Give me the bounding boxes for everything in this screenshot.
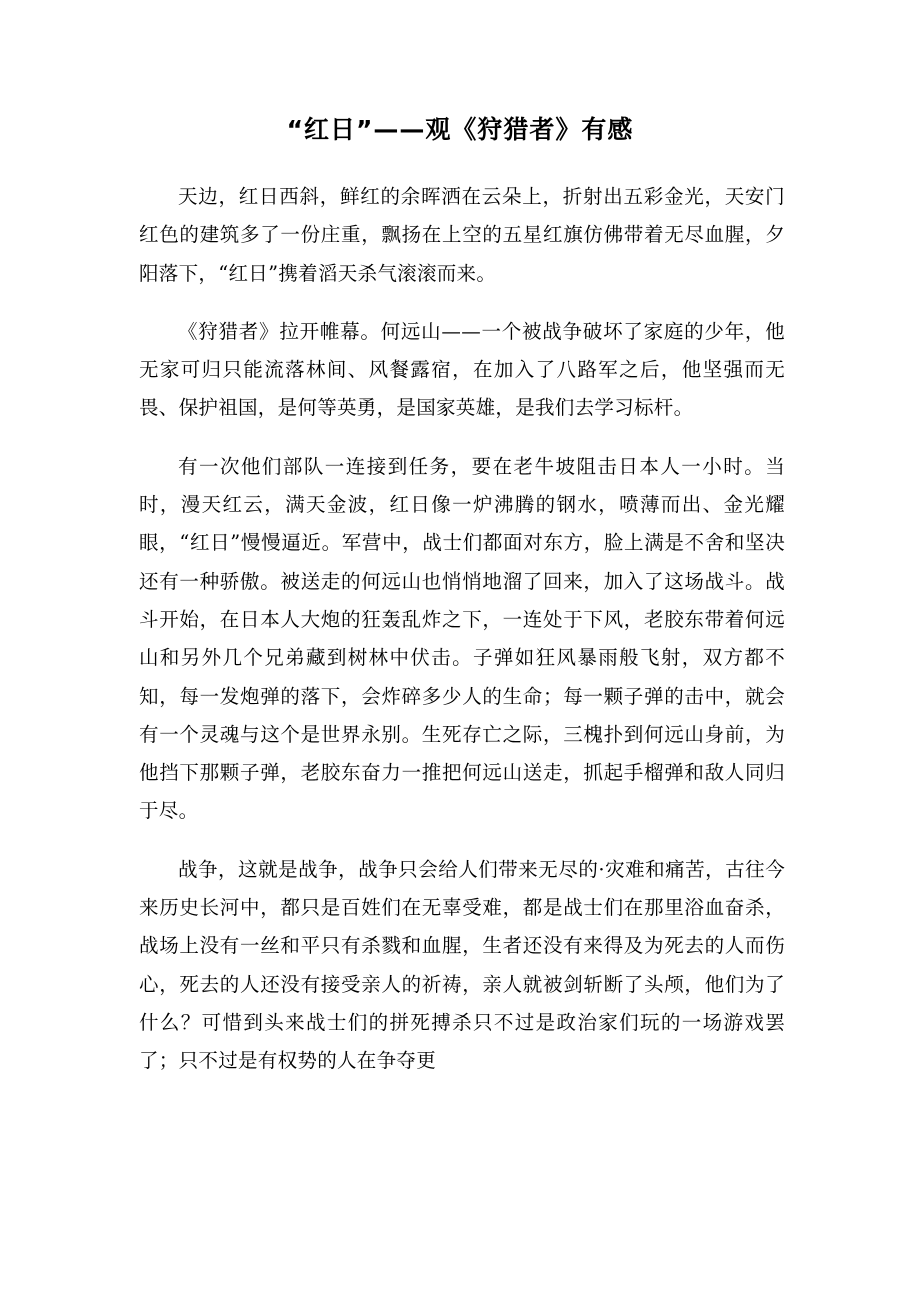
document-title: “红日”——观《狩猎者》有感 [286,115,634,144]
paragraph-3: 有一次他们部队一连接到任务，要在老牛坡阻击日本人一小时。当时，漫天红云，满天金波，红日像一炉沸腾的钢水，喷薄而出、金光耀眼，“红日”慢慢逼近。军营中，战士们都面对东方，脸上满是不舍和坚决还有一种骄傲。被送走的何远山也悄悄地溜了回来，加入了这场战斗。战斗开始，在日本人大炮的狂轰乱炸之下，一连处于下风，老胶东带着何远山和另外几个兄弟藏到树林中伏击。子弹如狂风暴雨般飞射，双方都不知，每一发炮弹的落下，会炸碎多少人的生命；每一颗子弹的击中，就会有一个灵魂与这个是世界永别。生死存亡之际，三槐扑到何远山身前，为他挡下那颗子弹，老胶东奋力一推把何远山送走，抓起手榴弹和敌人同归于尽。 [139,454,785,823]
paragraph-2: 《狩猎者》拉开帷幕。何远山——一个被战争破坏了家庭的少年，他无家可归只能流落林间、风餐露宿，在加入了八路军之后，他坚强而无畏、保护祖国，是何等英勇，是国家英雄，是我们去学习标杆。 [139,319,785,420]
paragraph-4: 战争，这就是战争，战争只会给人们带来无尽的·灾难和痛苦，古往今来历史长河中，都只是百姓们在无辜受难，都是战士们在那里浴血奋杀，战场上没有一丝和平只有杀戮和血腥，生者还没有来得及为死去的人而伤心，死去的人还没有接受亲人的祈祷，亲人就被剑斩断了头颅，他们为了什么？可惜到头来战士们的拼死搏杀只不过是政治家们玩的一场游戏罢了；只不过是有权势的人在争夺更 [139,857,785,1073]
paragraph-1: 天边，红日西斜，鲜红的余晖洒在云朵上，折射出五彩金光，天安门红色的建筑多了一份庄重，飘扬在上空的五星红旗仿佛带着无尽血腥，夕阳落下，“红日”携着滔天杀气滚滚而来。 [139,185,785,285]
document-body [139,178,785,1101]
